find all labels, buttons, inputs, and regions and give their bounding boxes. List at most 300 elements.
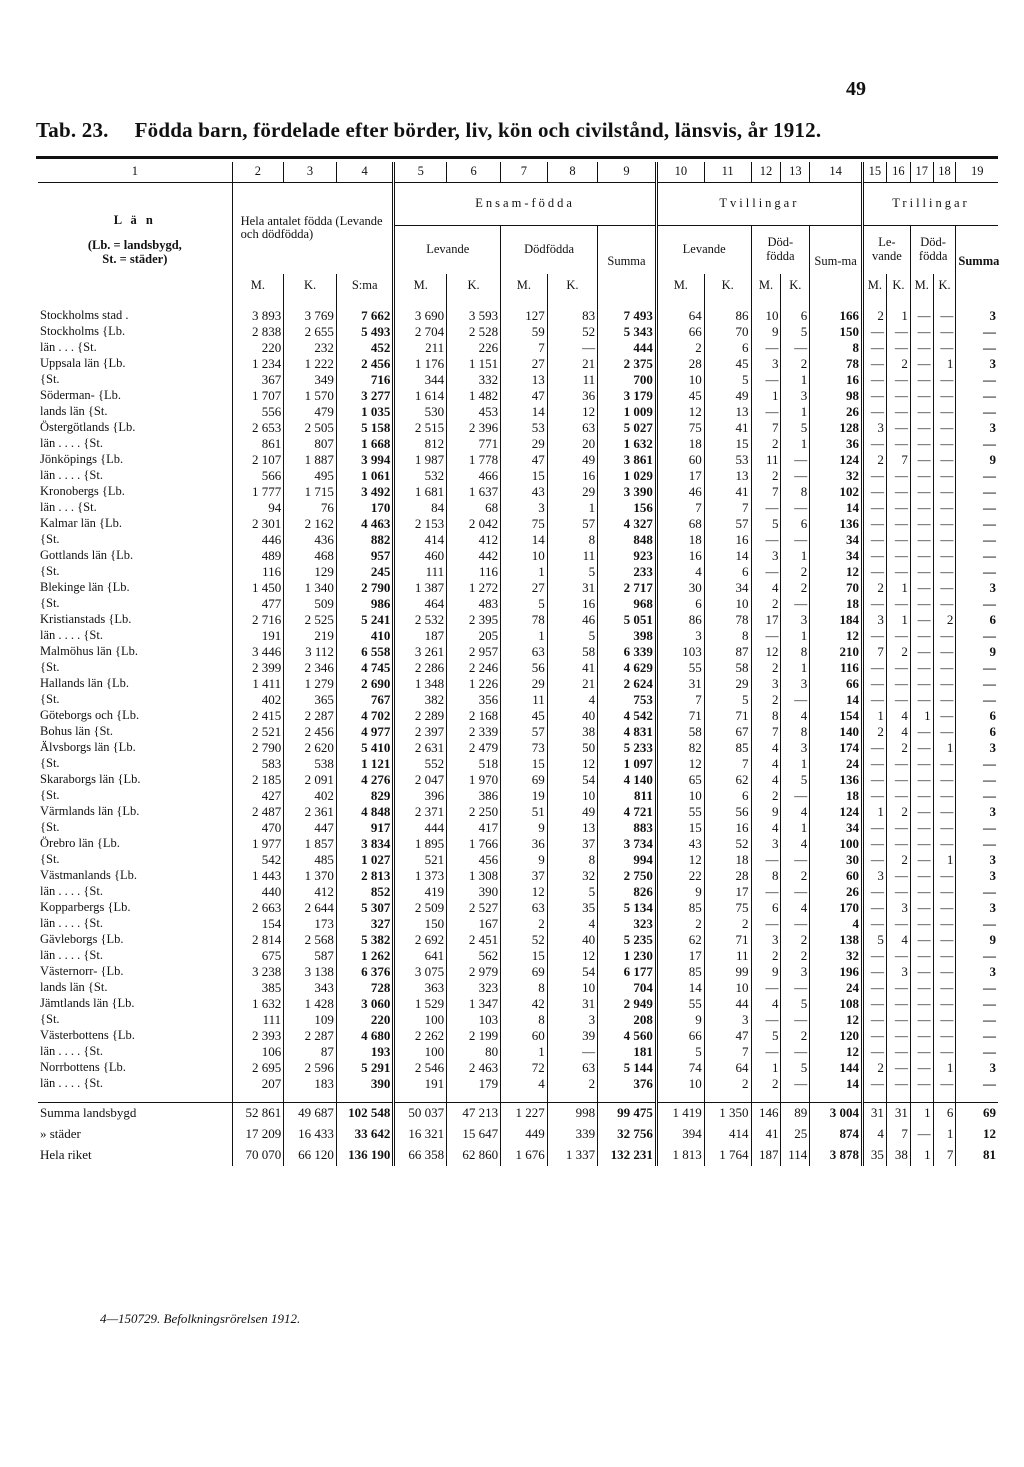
table-row — [38, 420, 998, 436]
cell: 106 — [232, 1044, 284, 1060]
cell: — — [862, 980, 886, 996]
lan-label: Hallands län {Lb. — [40, 676, 129, 690]
cell: 6 — [956, 724, 998, 740]
cell: — — [956, 532, 998, 548]
cell: 1 — [501, 628, 548, 644]
cell: 19 — [501, 788, 548, 804]
cell: 5 — [781, 324, 810, 340]
ensam-levande-header: Levande — [394, 226, 501, 274]
cell: 64 — [656, 308, 704, 324]
cell: 120 — [810, 1028, 863, 1044]
cell: 41 — [704, 420, 751, 436]
cell: 8 — [781, 724, 810, 740]
cell: 8 — [781, 644, 810, 660]
cell: 2 655 — [284, 324, 337, 340]
cell: — — [886, 1044, 910, 1060]
cell: 82 — [656, 740, 704, 756]
cell: 8 — [810, 340, 863, 356]
cell: 9 — [656, 1012, 704, 1028]
cell: 16 — [547, 596, 597, 612]
cell: — — [933, 308, 956, 324]
cell: 47 213 — [447, 1102, 501, 1124]
cell: 4 — [751, 580, 781, 596]
table-body — [38, 298, 998, 1166]
tvill-summa-header: Sum-ma — [810, 226, 863, 298]
cell: — — [956, 324, 998, 340]
cell: 1 614 — [394, 388, 447, 404]
cell: 3 — [956, 852, 998, 868]
cell: 2 — [781, 868, 810, 884]
table-row — [38, 1044, 998, 1060]
cell: — — [862, 948, 886, 964]
cell: 63 — [501, 644, 548, 660]
cell: 12 — [656, 756, 704, 772]
cell: 4 702 — [336, 708, 394, 724]
cell: 7 — [886, 1124, 910, 1145]
cell: — — [956, 1028, 998, 1044]
cell: 2 463 — [447, 1060, 501, 1076]
cell: 7 — [751, 724, 781, 740]
cell: 5 493 — [336, 324, 394, 340]
cell: 3 994 — [336, 452, 394, 468]
cell: 807 — [284, 436, 337, 452]
cell: — — [862, 692, 886, 708]
cell: 72 — [501, 1060, 548, 1076]
cell: 1 — [933, 1124, 956, 1145]
cell: — — [547, 340, 597, 356]
lan-label: län . . . . {St. — [40, 436, 103, 450]
cell: 6 — [933, 1102, 956, 1124]
cell: 27 — [501, 356, 548, 372]
cell: — — [910, 660, 933, 676]
cell: 356 — [447, 692, 501, 708]
cell: 3 — [862, 612, 886, 628]
cell: 3 — [956, 868, 998, 884]
cell: 34 — [704, 580, 751, 596]
lan-label: län . . . . {St. — [40, 948, 103, 962]
cell: — — [933, 676, 956, 692]
cell: 1 035 — [336, 404, 394, 420]
cell: 12 — [501, 884, 548, 900]
lan-label: Norrbottens {Lb. — [40, 1060, 126, 1074]
cell: 2 — [781, 1028, 810, 1044]
cell: 2 790 — [336, 580, 394, 596]
cell: 2 — [862, 580, 886, 596]
cell: 5 — [547, 628, 597, 644]
cell: 1 061 — [336, 468, 394, 484]
cell: 46 — [656, 484, 704, 500]
cell: 49 — [704, 388, 751, 404]
cell: 386 — [447, 788, 501, 804]
cell: 21 — [547, 356, 597, 372]
cell: 6 — [704, 340, 751, 356]
cell: 1 419 — [656, 1102, 704, 1124]
cell: 5 144 — [598, 1060, 657, 1076]
lan-label: Västerbottens {Lb. — [40, 1028, 135, 1042]
lan-label: {St. — [40, 564, 60, 578]
cell: 414 — [704, 1124, 751, 1145]
cell: — — [886, 436, 910, 452]
cell: 6 177 — [598, 964, 657, 980]
cell: 12 — [810, 1012, 863, 1028]
cell: — — [956, 500, 998, 516]
lan-label: Kristianstads {Lb. — [40, 612, 132, 626]
cell: 7 — [704, 756, 751, 772]
cell: 3 — [956, 308, 998, 324]
cell: 2 532 — [394, 612, 447, 628]
cell: — — [886, 948, 910, 964]
cell: — — [910, 964, 933, 980]
cell: 2 — [656, 340, 704, 356]
cell: 2 813 — [336, 868, 394, 884]
cell: — — [933, 628, 956, 644]
cell: 2 168 — [447, 708, 501, 724]
cell: 811 — [598, 788, 657, 804]
cell: 1 — [910, 1102, 933, 1124]
cell: 1 895 — [394, 836, 447, 852]
lan-header-title: L ä n — [113, 212, 156, 227]
cell: 2 — [862, 308, 886, 324]
cell: — — [886, 1076, 910, 1092]
cell: — — [910, 340, 933, 356]
cell: 18 — [704, 852, 751, 868]
cell: 207 — [232, 1076, 284, 1092]
cell: 36 — [501, 836, 548, 852]
cell: 562 — [447, 948, 501, 964]
cell: 2 371 — [394, 804, 447, 820]
lan-label: län . . . . {St. — [40, 628, 103, 642]
cell: 81 — [956, 1145, 998, 1166]
cell: 13 — [547, 820, 597, 836]
cell: — — [862, 356, 886, 372]
cell: — — [547, 1044, 597, 1060]
cell: 10 — [547, 788, 597, 804]
cell: 968 — [598, 596, 657, 612]
cell: — — [933, 468, 956, 484]
column-number: 17 — [910, 162, 933, 183]
cell: 9 — [751, 324, 781, 340]
cell: 5 291 — [336, 1060, 394, 1076]
cell: 10 — [656, 1076, 704, 1092]
cell: 205 — [447, 628, 501, 644]
cell: 826 — [598, 884, 657, 900]
cell: 183 — [284, 1076, 337, 1092]
cell: — — [886, 884, 910, 900]
cell: 78 — [810, 356, 863, 372]
cell: 7 — [704, 1044, 751, 1060]
cell: — — [933, 596, 956, 612]
cell: 50 037 — [394, 1102, 447, 1124]
cell: 1 777 — [232, 484, 284, 500]
cell: 3 — [886, 900, 910, 916]
cell: — — [886, 596, 910, 612]
cell: 7 — [933, 1145, 956, 1166]
cell: — — [956, 404, 998, 420]
table-row — [38, 900, 998, 916]
cell: — — [910, 612, 933, 628]
lan-label: Jönköpings {Lb. — [40, 452, 124, 466]
cell: 1 813 — [656, 1145, 704, 1166]
cell: 5 410 — [336, 740, 394, 756]
cell: — — [862, 500, 886, 516]
cell: 34 — [810, 820, 863, 836]
table-row — [38, 740, 998, 756]
page-number: 49 — [846, 78, 866, 100]
column-number: 8 — [547, 162, 597, 183]
cell: — — [933, 900, 956, 916]
cell: 5 051 — [598, 612, 657, 628]
cell: 2 525 — [284, 612, 337, 628]
cell: 38 — [886, 1145, 910, 1166]
cell: 2 515 — [394, 420, 447, 436]
cell: 1 428 — [284, 996, 337, 1012]
tvill-dod-m-header: M. — [751, 274, 781, 298]
column-number: 4 — [336, 162, 394, 183]
cell: 447 — [284, 820, 337, 836]
ensam-dod-m-header: M. — [501, 274, 548, 298]
cell: 2 287 — [284, 1028, 337, 1044]
lan-label: {St. — [40, 788, 60, 802]
cell: 55 — [656, 804, 704, 820]
cell: 382 — [394, 692, 447, 708]
cell: 111 — [232, 1012, 284, 1028]
cell: — — [956, 1012, 998, 1028]
cell: — — [751, 884, 781, 900]
cell: — — [751, 628, 781, 644]
cell: 9 — [751, 964, 781, 980]
cell: 85 — [656, 964, 704, 980]
cell: — — [956, 468, 998, 484]
cell: — — [956, 996, 998, 1012]
column-number: 12 — [751, 162, 781, 183]
cell: 31 — [547, 996, 597, 1012]
cell: — — [862, 628, 886, 644]
cell: 2 — [751, 948, 781, 964]
cell: 1 — [501, 1044, 548, 1060]
summary-row — [38, 1145, 998, 1166]
cell: 10 — [656, 372, 704, 388]
cell: — — [862, 820, 886, 836]
cell: — — [956, 836, 998, 852]
cell: 127 — [501, 308, 548, 324]
cell: 2 — [704, 916, 751, 932]
cell: 128 — [810, 420, 863, 436]
cell: — — [956, 548, 998, 564]
cell: 71 — [704, 708, 751, 724]
table-row — [38, 788, 998, 804]
cell: 6 — [956, 612, 998, 628]
cell: 86 — [704, 308, 751, 324]
cell: 56 — [704, 804, 751, 820]
cell: — — [910, 916, 933, 932]
cell: 16 321 — [394, 1124, 447, 1145]
cell: 124 — [810, 452, 863, 468]
cell: 3 — [956, 964, 998, 980]
cell: 2 — [781, 356, 810, 372]
cell: 2 — [781, 948, 810, 964]
cell: 4 — [810, 916, 863, 932]
cell: — — [781, 916, 810, 932]
cell: 8 — [781, 484, 810, 500]
cell: 4 — [886, 724, 910, 740]
cell: 1 226 — [447, 676, 501, 692]
cell: 74 — [656, 1060, 704, 1076]
cell: — — [886, 820, 910, 836]
cell: 2 — [704, 1076, 751, 1092]
cell: 3 138 — [284, 964, 337, 980]
cell: — — [910, 980, 933, 996]
cell: 1 — [862, 708, 886, 724]
cell: 12 — [656, 404, 704, 420]
cell: — — [862, 772, 886, 788]
cell: 385 — [232, 980, 284, 996]
cell: — — [933, 644, 956, 660]
cell: 16 — [547, 468, 597, 484]
table-row — [38, 1060, 998, 1076]
cell: 3 261 — [394, 644, 447, 660]
table-row — [38, 820, 998, 836]
column-number: 18 — [933, 162, 956, 183]
cell: 17 — [751, 612, 781, 628]
cell: 4 327 — [598, 516, 657, 532]
lan-label: Söderman- {Lb. — [40, 388, 121, 402]
cell: — — [910, 820, 933, 836]
cell: — — [933, 404, 956, 420]
cell: 8 — [547, 532, 597, 548]
hela-m-header: M. — [232, 274, 284, 298]
cell: — — [886, 516, 910, 532]
cell: 184 — [810, 612, 863, 628]
cell: 8 — [751, 868, 781, 884]
cell: 917 — [336, 820, 394, 836]
lan-label: {St. — [40, 660, 60, 674]
cell: — — [933, 580, 956, 596]
cell: 16 — [704, 532, 751, 548]
cell: 24 — [810, 980, 863, 996]
table-row — [38, 724, 998, 740]
cell: — — [781, 1044, 810, 1060]
cell: 12 — [810, 628, 863, 644]
cell: 753 — [598, 692, 657, 708]
cell: 1 — [862, 804, 886, 820]
cell: — — [933, 388, 956, 404]
lan-label: Skaraborgs län {Lb. — [40, 772, 141, 786]
cell: 3 238 — [232, 964, 284, 980]
cell: 60 — [656, 452, 704, 468]
cell: 55 — [656, 660, 704, 676]
cell: — — [910, 932, 933, 948]
cell: 14 — [501, 404, 548, 420]
cell: 2 — [547, 1076, 597, 1092]
cell: — — [751, 564, 781, 580]
cell: — — [781, 788, 810, 804]
cell: 12 — [956, 1124, 998, 1145]
cell: 3 734 — [598, 836, 657, 852]
cell: 2 479 — [447, 740, 501, 756]
cell: 85 — [656, 900, 704, 916]
cell: — — [886, 772, 910, 788]
cell: 22 — [656, 868, 704, 884]
cell: — — [956, 516, 998, 532]
cell: — — [933, 532, 956, 548]
cell: 444 — [394, 820, 447, 836]
table-number: Tab. 23. — [36, 118, 109, 142]
cell: 60 — [810, 868, 863, 884]
table-row — [38, 932, 998, 948]
cell: 5 158 — [336, 420, 394, 436]
cell: 3 769 — [284, 308, 337, 324]
table-row — [38, 1012, 998, 1028]
cell: 1 668 — [336, 436, 394, 452]
cell: 6 — [781, 308, 810, 324]
cell: 4 — [862, 1124, 886, 1145]
cell: 75 — [704, 900, 751, 916]
cell: — — [933, 884, 956, 900]
table-row — [38, 308, 998, 324]
lan-label: Västmanlands {Lb. — [40, 868, 137, 882]
cell: 4 — [547, 692, 597, 708]
cell: — — [910, 1060, 933, 1076]
cell: 414 — [394, 532, 447, 548]
cell: — — [910, 644, 933, 660]
lan-label: Blekinge län {Lb. — [40, 580, 130, 594]
cell: — — [910, 468, 933, 484]
cell: — — [886, 500, 910, 516]
cell: 2 527 — [447, 900, 501, 916]
lan-label: Hela riket — [40, 1147, 92, 1162]
cell: 3 — [781, 676, 810, 692]
cell: — — [886, 548, 910, 564]
cell: 2 262 — [394, 1028, 447, 1044]
cell: 2 653 — [232, 420, 284, 436]
cell: 1 676 — [501, 1145, 548, 1166]
cell: 2 644 — [284, 900, 337, 916]
cell: 6 — [656, 596, 704, 612]
cell: 1 — [933, 1060, 956, 1076]
cell: — — [933, 868, 956, 884]
cell: 102 — [810, 484, 863, 500]
cell: 2 750 — [598, 868, 657, 884]
cell: — — [886, 484, 910, 500]
cell: 8 — [751, 708, 781, 724]
cell: 2 289 — [394, 708, 447, 724]
cell: — — [910, 532, 933, 548]
table-row — [38, 564, 998, 580]
cell: 1 373 — [394, 868, 447, 884]
cell: 440 — [232, 884, 284, 900]
cell: — — [956, 372, 998, 388]
cell: 5 — [751, 516, 781, 532]
cell: 1 707 — [232, 388, 284, 404]
cell: — — [862, 404, 886, 420]
cell: — — [886, 340, 910, 356]
cell: 31 — [656, 676, 704, 692]
cell: — — [886, 660, 910, 676]
cell: 11 — [704, 948, 751, 964]
lan-label: {St. — [40, 692, 60, 706]
cell: 3 — [704, 1012, 751, 1028]
ensam-lev-k-header: K. — [447, 274, 501, 298]
cell: — — [956, 1044, 998, 1060]
tvill-levande-header: Levande — [656, 226, 751, 274]
cell: 1 272 — [447, 580, 501, 596]
cell: 63 — [547, 420, 597, 436]
cell: — — [956, 692, 998, 708]
cell: 109 — [284, 1012, 337, 1028]
cell: 2 596 — [284, 1060, 337, 1076]
cell: — — [781, 340, 810, 356]
cell: 4 — [501, 1076, 548, 1092]
